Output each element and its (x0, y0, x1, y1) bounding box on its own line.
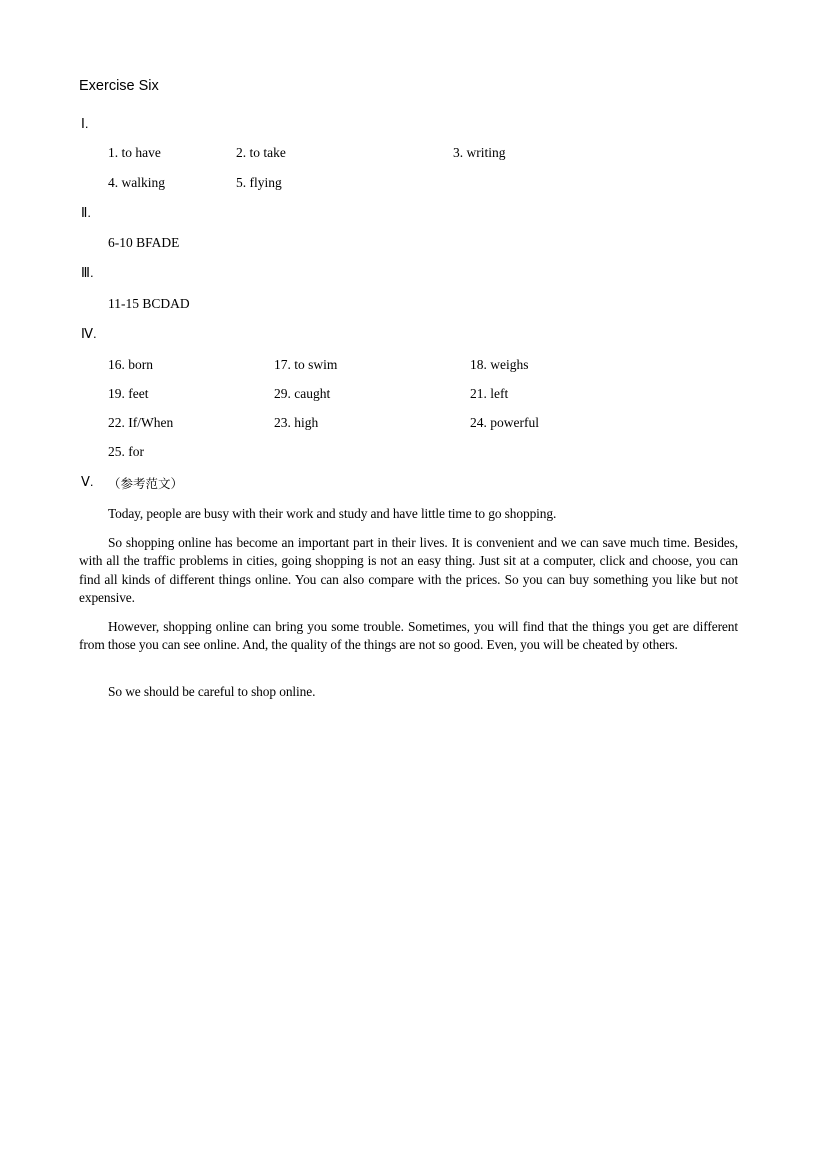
answer-5: 5. flying (236, 175, 282, 190)
section-1-numeral: Ⅰ. (81, 116, 89, 131)
answer-25: 25. for (108, 444, 144, 459)
answer-2: 2. to take (236, 145, 286, 160)
exercise-title: Exercise Six (79, 78, 159, 94)
section-2-numeral: Ⅱ. (81, 205, 92, 220)
answer-18: 18. weighs (470, 357, 529, 372)
answer-1: 1. to have (108, 145, 161, 160)
section-5-numeral: Ⅴ. (81, 474, 94, 489)
answer-23: 23. high (274, 415, 319, 430)
answer-20: 29. caught (274, 386, 331, 401)
answer-19: 19. feet (108, 386, 149, 401)
answer-4: 4. walking (108, 175, 165, 190)
answer-22: 22. If/When (108, 415, 174, 430)
answer-3: 3. writing (453, 145, 506, 160)
essay-paragraph-4: So we should be careful to shop online. (108, 684, 316, 699)
answer-6-10: 6-10 BFADE (108, 235, 180, 250)
answer-24: 24. powerful (470, 415, 539, 430)
answer-17: 17. to swim (274, 357, 338, 372)
model-essay-heading: （参考范文） (108, 476, 184, 491)
essay-paragraph-3: However, shopping online can bring you some trouble. Sometimes, you will find that the things you get are different from those you can see online. And, the quality of the things are not so good. Even, you will be cheated by others. (79, 619, 738, 653)
answer-21: 21. left (470, 386, 509, 401)
section-4-numeral: Ⅳ. (81, 326, 97, 341)
essay-paragraph-2: So shopping online has become an important part in their lives. It is convenient and we can save much time. Besides, with all the traffic problems in cities, going shopping is not an easy thing. Just sit at a computer, click and choose, you can find all kinds of different things online. You can also compare with the prices. So you can buy something you like but not expensive. (79, 535, 738, 605)
section-3-numeral: Ⅲ. (81, 265, 94, 280)
answer-16: 16. born (108, 357, 153, 372)
essay-paragraph-1: Today, people are busy with their work and study and have little time to go shopping. (108, 506, 557, 521)
answer-11-15: 11-15 BCDAD (108, 296, 190, 311)
